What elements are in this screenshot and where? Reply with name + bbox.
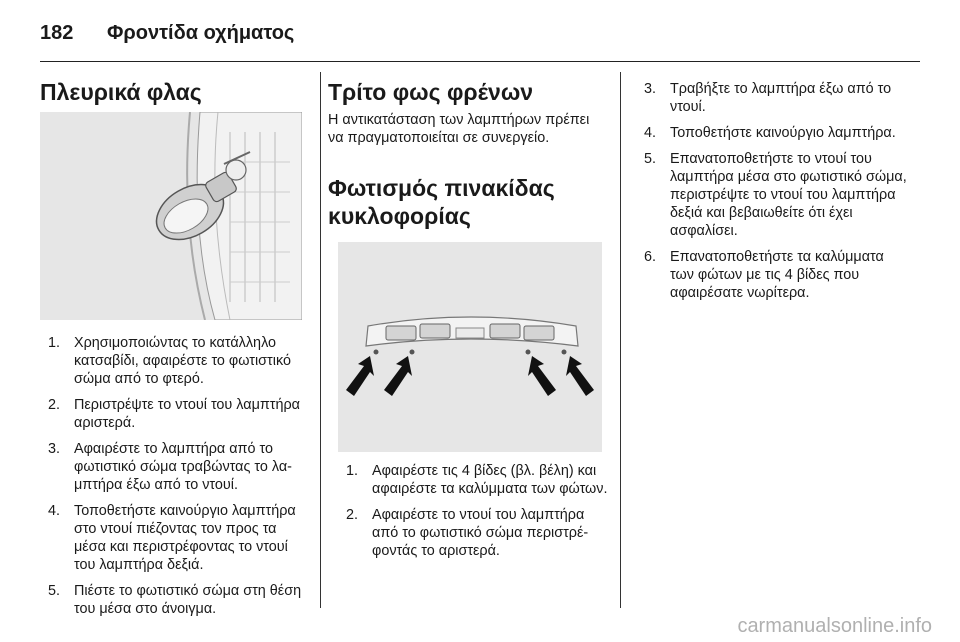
side-indicator-steps — [48, 334, 310, 626]
page-number: 182 — [40, 22, 74, 44]
list-item: 2. Αφαιρέστε το ντουί του λαμπτήρα από το φωτιστικό σώμα περιστρέφοντάς το αριστερά. — [346, 507, 589, 559]
license-plate-steps-a — [346, 462, 608, 568]
column-divider — [320, 72, 321, 608]
watermark: carmanualsonline.info — [737, 615, 932, 637]
column-divider — [620, 72, 621, 608]
header-divider — [40, 61, 920, 62]
side-indicator-illustration — [40, 112, 302, 320]
list-item: 3. Τραβήξτε το λαμπτήρα έξω από το ντουί. — [644, 81, 892, 115]
license-plate-light-illustration — [338, 242, 602, 452]
page-header — [40, 14, 920, 58]
license-plate-steps-b — [644, 80, 910, 310]
list-item: 5. Επανατοποθετήστε το ντουί του λαμπτήρα μέσα στο φωτιστικό σώμα, περιστρέψτε το ντουί του λαμπτήρα δεξιά και βεβαιωθείτε ότι έχει ασφαλίσει. — [644, 151, 907, 239]
section-heading-brake-light: Τρίτο φως φρένων — [328, 79, 534, 105]
list-item: 4. Τοποθετήστε καινούργιο λαμπτήρα στο ντουί πιέζοντας τον προς τα μέσα και περιστρέφοντας το ντουί του λαμπτήρα δεξιά. — [48, 503, 296, 573]
list-item: 4. Τοποθετήστε καινούργιο λαμπτήρα. — [644, 125, 896, 141]
section-heading-side-indicators: Πλευρικά φλας — [40, 79, 202, 105]
list-item: 6. Επανατοποθετήστε τα καλύμματα των φώτων με τις 4 βίδες που αφαιρέσατε νωρίτερα. — [644, 249, 884, 301]
page-title: Φροντίδα οχήματος — [107, 22, 295, 44]
list-item: 1. Αφαιρέστε τις 4 βίδες (βλ. βέλη) και αφαιρέστε τα καλύμματα των φώτων. — [346, 463, 608, 497]
list-item: 5. Πιέστε το φωτιστικό σώμα στη θέση του μέσα στο άνοιγμα. — [48, 583, 302, 617]
brake-light-paragraph: Η αντικατάσταση των λαμπτήρων πρέπει να πραγματοποιείται σε συνεργείο. — [328, 112, 590, 146]
list-item: 3. Αφαιρέστε το λαμπτήρα από το φωτιστικό σώμα τραβώντας το λαμπτήρα έξω από το ντουί. — [48, 441, 292, 493]
list-item: 2. Περιστρέψτε το ντουί του λαμπτήρα αριστερά. — [48, 397, 301, 431]
list-item: 1. Χρησιμοποιώντας το κατάλληλο κατσαβίδι, αφαιρέστε το φωτιστικό σώμα από το φτερό. — [48, 335, 291, 387]
section-heading-license-plate: Φωτισμός πινακίδας κυκλοφορίας — [328, 175, 555, 229]
